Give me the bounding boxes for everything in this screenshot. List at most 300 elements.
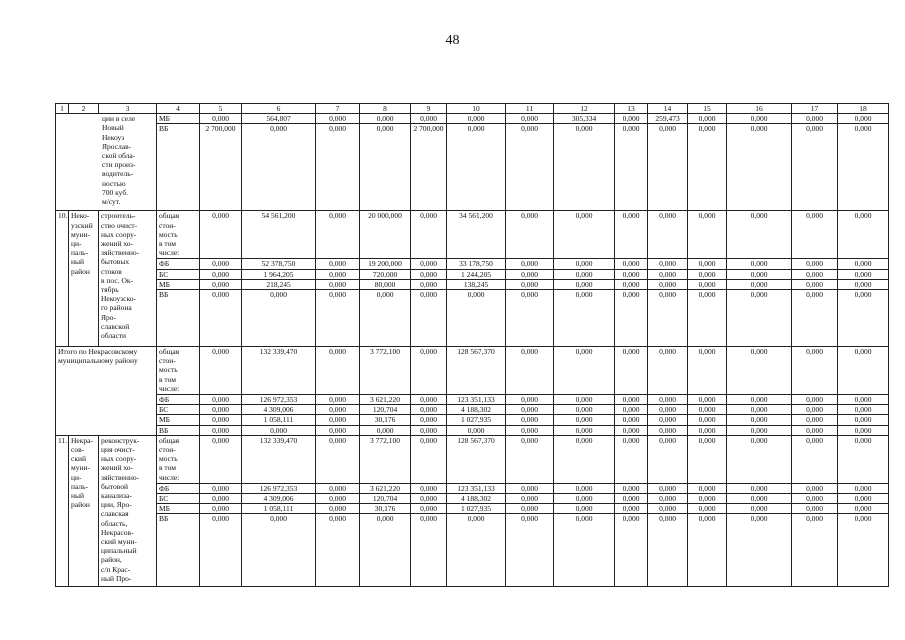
value-cell: 3 772,100 [360,347,411,395]
value-cell: 0,000 [792,259,838,269]
funding-source: БС [157,269,200,279]
value-cell: 0,000 [506,425,554,435]
value-cell: 80,000 [360,279,411,289]
value-cell: 0,000 [838,494,889,504]
value-cell: 0,000 [200,114,242,124]
value-cell: 0,000 [242,124,316,211]
table-row [56,104,889,114]
table-row [56,124,889,211]
value-cell: 0,000 [792,211,838,259]
value-cell: 0,000 [648,259,688,269]
column-number: 7 [316,104,360,114]
table-row [56,211,889,259]
table-row [56,494,889,504]
value-cell: 120,704 [360,405,411,415]
value-cell: 0,000 [200,415,242,425]
value-cell: 0,000 [200,269,242,279]
value-cell: 0,000 [615,395,648,405]
value-cell: 305,334 [554,114,615,124]
value-cell: 0,000 [506,504,554,514]
row-number: 11. [56,435,69,587]
value-cell: 0,000 [838,347,889,395]
value-cell: 0,000 [688,504,727,514]
value-cell: 0,000 [792,279,838,289]
value-cell: 218,245 [242,279,316,289]
value-cell: 0,000 [615,483,648,493]
municipality: Некра- сов- ский муни- ци- паль- ный район [69,435,99,587]
value-cell: 128 567,370 [447,347,506,395]
value-cell: 0,000 [688,405,727,415]
value-cell: 0,000 [615,514,648,587]
value-cell: 0,000 [688,415,727,425]
value-cell: 0,000 [648,504,688,514]
financing-table [55,103,889,587]
value-cell: 0,000 [688,347,727,395]
table-row [56,435,889,483]
value-cell: 34 561,200 [447,211,506,259]
value-cell: 0,000 [411,514,447,587]
value-cell: 0,000 [554,494,615,504]
value-cell: 0,000 [447,114,506,124]
value-cell: 0,000 [688,290,727,347]
value-cell: 0,000 [554,290,615,347]
value-cell: 132 339,470 [242,347,316,395]
value-cell: 0,000 [316,405,360,415]
value-cell: 0,000 [615,504,648,514]
value-cell: 0,000 [838,405,889,415]
table-row [56,425,889,435]
value-cell: 0,000 [648,425,688,435]
value-cell: 0,000 [200,211,242,259]
value-cell: 0,000 [506,269,554,279]
value-cell: 0,000 [792,290,838,347]
value-cell: 0,000 [411,494,447,504]
value-cell: 0,000 [447,425,506,435]
value-cell: 1 058,111 [242,504,316,514]
value-cell: 0,000 [200,483,242,493]
value-cell: 4 309,006 [242,494,316,504]
value-cell: 0,000 [648,124,688,211]
value-cell: 0,000 [411,415,447,425]
value-cell: 0,000 [648,347,688,395]
value-cell: 0,000 [688,114,727,124]
value-cell: 1 244,205 [447,269,506,279]
column-number: 15 [688,104,727,114]
column-number: 4 [157,104,200,114]
value-cell: 0,000 [688,514,727,587]
value-cell: 4 188,302 [447,405,506,415]
column-number: 11 [506,104,554,114]
value-cell: 0,000 [554,504,615,514]
value-cell: 0,000 [615,415,648,425]
table-row [56,415,889,425]
funding-source: ФБ [157,483,200,493]
value-cell: 0,000 [838,290,889,347]
value-cell: 2 700,000 [411,124,447,211]
value-cell: 0,000 [727,415,792,425]
value-cell: 0,000 [200,347,242,395]
value-cell: 1 027,935 [447,415,506,425]
value-cell: 0,000 [554,514,615,587]
value-cell: 0,000 [688,425,727,435]
funding-source: общая стои- мость в том числе: [157,435,200,483]
value-cell: 0,000 [316,435,360,483]
value-cell: 138,245 [447,279,506,289]
table-row [56,269,889,279]
funding-source: ФБ [157,395,200,405]
value-cell: 0,000 [316,269,360,279]
funding-source: МБ [157,279,200,289]
column-number: 1 [56,104,69,114]
value-cell: 4 309,006 [242,405,316,415]
value-cell: 0,000 [838,425,889,435]
total-label: Итого по Некрасовскому муниципальному району [56,347,157,436]
value-cell: 20 000,000 [360,211,411,259]
value-cell: 0,000 [792,395,838,405]
page-number: 48 [445,33,460,48]
value-cell: 0,000 [242,290,316,347]
value-cell: 1 058,111 [242,415,316,425]
value-cell: 0,000 [360,290,411,347]
value-cell: 120,704 [360,494,411,504]
value-cell: 0,000 [506,114,554,124]
value-cell: 0,000 [554,211,615,259]
value-cell: 0,000 [411,395,447,405]
table-row [56,395,889,405]
funding-source: БС [157,405,200,415]
value-cell: 0,000 [200,395,242,405]
value-cell: 0,000 [447,124,506,211]
value-cell: 0,000 [554,435,615,483]
value-cell: 3 621,220 [360,483,411,493]
value-cell: 3 772,100 [360,435,411,483]
value-cell: 0,000 [316,415,360,425]
table-row [56,290,889,347]
value-cell: 0,000 [727,504,792,514]
value-cell: 0,000 [792,347,838,395]
value-cell: 30,176 [360,415,411,425]
value-cell: 0,000 [506,124,554,211]
table-row [56,279,889,289]
value-cell: 0,000 [411,290,447,347]
column-number: 12 [554,104,615,114]
value-cell: 0,000 [648,514,688,587]
value-cell: 0,000 [316,124,360,211]
value-cell: 0,000 [648,435,688,483]
value-cell: 0,000 [411,405,447,415]
value-cell: 0,000 [792,425,838,435]
value-cell: 0,000 [688,395,727,405]
value-cell: 0,000 [200,425,242,435]
value-cell: 0,000 [506,435,554,483]
value-cell: 0,000 [411,483,447,493]
value-cell: 0,000 [506,290,554,347]
funding-source: МБ [157,504,200,514]
value-cell: 0,000 [360,425,411,435]
value-cell: 0,000 [554,124,615,211]
value-cell: 0,000 [554,279,615,289]
column-number: 18 [838,104,889,114]
value-cell: 0,000 [727,483,792,493]
funding-source: ФБ [157,259,200,269]
value-cell: 0,000 [506,395,554,405]
table-row [56,483,889,493]
value-cell: 0,000 [316,259,360,269]
funding-source: общая стои- мость в том числе: [157,347,200,395]
value-cell: 0,000 [316,494,360,504]
value-cell: 0,000 [554,347,615,395]
value-cell: 0,000 [648,415,688,425]
value-cell: 0,000 [615,269,648,279]
table-row [56,504,889,514]
value-cell: 0,000 [615,347,648,395]
value-cell: 0,000 [727,290,792,347]
column-number: 14 [648,104,688,114]
row-number: 10. [56,211,69,347]
value-cell: 0,000 [316,279,360,289]
value-cell: 0,000 [615,494,648,504]
value-cell: 0,000 [792,269,838,279]
value-cell: 0,000 [506,405,554,415]
value-cell: 0,000 [792,435,838,483]
value-cell: 0,000 [792,504,838,514]
value-cell: 0,000 [688,211,727,259]
value-cell: 0,000 [648,395,688,405]
value-cell: 0,000 [316,514,360,587]
value-cell: 0,000 [554,259,615,269]
value-cell: 0,000 [727,425,792,435]
value-cell: 0,000 [688,259,727,269]
value-cell: 0,000 [411,435,447,483]
funding-source: ВБ [157,290,200,347]
value-cell: 123 351,133 [447,483,506,493]
value-cell: 259,473 [648,114,688,124]
funding-source: общая стои- мость в том числе: [157,211,200,259]
table-row [56,514,889,587]
table-row [56,405,889,415]
value-cell: 0,000 [648,483,688,493]
value-cell: 0,000 [792,494,838,504]
funding-source: ВБ [157,124,200,211]
value-cell: 19 200,000 [360,259,411,269]
value-cell: 0,000 [792,124,838,211]
value-cell: 0,000 [200,279,242,289]
value-cell: 0,000 [727,405,792,415]
funding-source: МБ [157,415,200,425]
value-cell: 0,000 [506,279,554,289]
value-cell: 33 178,750 [447,259,506,269]
value-cell: 0,000 [688,279,727,289]
value-cell: 0,000 [727,514,792,587]
column-number: 2 [69,104,99,114]
value-cell: 123 351,133 [447,395,506,405]
value-cell: 0,000 [411,269,447,279]
value-cell: 0,000 [615,259,648,269]
value-cell: 0,000 [200,259,242,269]
value-cell: 0,000 [688,269,727,279]
value-cell: 0,000 [727,114,792,124]
funding-source: МБ [157,114,200,124]
value-cell: 0,000 [411,279,447,289]
column-number: 6 [242,104,316,114]
value-cell: 0,000 [506,259,554,269]
value-cell: 0,000 [506,514,554,587]
value-cell: 0,000 [615,425,648,435]
value-cell: 0,000 [648,405,688,415]
value-cell: 0,000 [648,494,688,504]
value-cell: 0,000 [792,483,838,493]
value-cell: 0,000 [316,290,360,347]
value-cell: 0,000 [360,514,411,587]
value-cell: 0,000 [506,483,554,493]
value-cell: 0,000 [727,124,792,211]
value-cell: 0,000 [648,269,688,279]
value-cell: 0,000 [838,504,889,514]
value-cell: 0,000 [838,483,889,493]
value-cell: 0,000 [316,211,360,259]
value-cell: 0,000 [688,483,727,493]
value-cell: 0,000 [792,405,838,415]
column-number: 3 [99,104,157,114]
value-cell: 0,000 [411,259,447,269]
value-cell: 0,000 [411,347,447,395]
value-cell: 2 700,000 [200,124,242,211]
value-cell: 0,000 [648,279,688,289]
value-cell: 0,000 [727,435,792,483]
value-cell: 0,000 [838,259,889,269]
value-cell: 0,000 [615,290,648,347]
value-cell: 0,000 [838,269,889,279]
value-cell: 0,000 [838,435,889,483]
value-cell: 132 339,470 [242,435,316,483]
column-number: 9 [411,104,447,114]
value-cell: 0,000 [447,514,506,587]
value-cell: 564,807 [242,114,316,124]
value-cell: 0,000 [316,347,360,395]
value-cell: 3 621,220 [360,395,411,405]
value-cell: 0,000 [360,114,411,124]
value-cell: 0,000 [554,415,615,425]
object-description: строитель- ство очист- ных соору- жений хо- зяйственно- бытовых стоков в пос. Ок- тябрь Некоузско- го района Яро- славской области [99,211,157,347]
value-cell: 0,000 [200,494,242,504]
value-cell: 0,000 [506,211,554,259]
value-cell: 0,000 [792,415,838,425]
value-cell: 4 188,302 [447,494,506,504]
value-cell: 0,000 [838,124,889,211]
value-cell: 0,000 [727,259,792,269]
value-cell: 0,000 [554,269,615,279]
value-cell: 0,000 [411,211,447,259]
value-cell: 0,000 [200,435,242,483]
value-cell: 1 027,935 [447,504,506,514]
value-cell: 0,000 [554,483,615,493]
value-cell: 0,000 [316,504,360,514]
value-cell: 1 964,205 [242,269,316,279]
value-cell: 0,000 [554,395,615,405]
value-cell: 0,000 [648,211,688,259]
column-number: 13 [615,104,648,114]
column-number: 5 [200,104,242,114]
value-cell: 0,000 [838,415,889,425]
object-description: реконструк- ция очист- ных соору- жений хо- зяйственно- бытовой канализа- ции, Яро- славская область, Некрасов- ский муни- ципальный район, с/п Крас- ный Про- [99,435,157,587]
value-cell: 0,000 [792,114,838,124]
value-cell: 0,000 [727,279,792,289]
value-cell: 0,000 [316,425,360,435]
value-cell: 0,000 [727,395,792,405]
value-cell: 0,000 [316,483,360,493]
value-cell: 0,000 [727,347,792,395]
value-cell: 0,000 [316,114,360,124]
value-cell: 0,000 [838,114,889,124]
value-cell: 0,000 [411,425,447,435]
object-description: ции в селе Новый Некоуз Ярослав- ской обла- сти произ- водитель- ностью 700 куб. м/сут. [56,114,157,211]
value-cell: 0,000 [615,211,648,259]
value-cell: 0,000 [360,124,411,211]
municipality: Неко- узский муни- ци- паль- ный район [69,211,99,347]
table-row [56,114,889,124]
column-number: 10 [447,104,506,114]
value-cell: 0,000 [615,114,648,124]
value-cell: 0,000 [792,514,838,587]
value-cell: 0,000 [554,425,615,435]
value-cell: 0,000 [200,405,242,415]
value-cell: 0,000 [615,124,648,211]
value-cell: 0,000 [447,290,506,347]
funding-source: БС [157,494,200,504]
table-row [56,259,889,269]
value-cell: 0,000 [411,114,447,124]
value-cell: 0,000 [506,415,554,425]
value-cell: 0,000 [615,435,648,483]
value-cell: 0,000 [554,405,615,415]
value-cell: 126 972,353 [242,483,316,493]
table-row [56,347,889,395]
value-cell: 0,000 [688,124,727,211]
value-cell: 0,000 [838,514,889,587]
value-cell: 0,000 [242,514,316,587]
value-cell: 0,000 [316,395,360,405]
value-cell: 0,000 [838,395,889,405]
value-cell: 0,000 [615,405,648,415]
column-number: 17 [792,104,838,114]
value-cell: 0,000 [648,290,688,347]
funding-source: ВБ [157,514,200,587]
funding-source: ВБ [157,425,200,435]
value-cell: 0,000 [242,425,316,435]
value-cell: 0,000 [506,347,554,395]
value-cell: 0,000 [727,269,792,279]
value-cell: 0,000 [838,211,889,259]
column-number: 16 [727,104,792,114]
value-cell: 30,176 [360,504,411,514]
value-cell: 0,000 [688,494,727,504]
value-cell: 0,000 [838,279,889,289]
value-cell: 0,000 [615,279,648,289]
value-cell: 0,000 [727,211,792,259]
value-cell: 0,000 [506,494,554,504]
value-cell: 0,000 [200,504,242,514]
value-cell: 54 561,200 [242,211,316,259]
value-cell: 720,000 [360,269,411,279]
value-cell: 126 972,353 [242,395,316,405]
value-cell: 0,000 [200,514,242,587]
value-cell: 0,000 [411,504,447,514]
value-cell: 52 378,750 [242,259,316,269]
value-cell: 0,000 [200,290,242,347]
value-cell: 0,000 [727,494,792,504]
value-cell: 0,000 [688,435,727,483]
column-number: 8 [360,104,411,114]
